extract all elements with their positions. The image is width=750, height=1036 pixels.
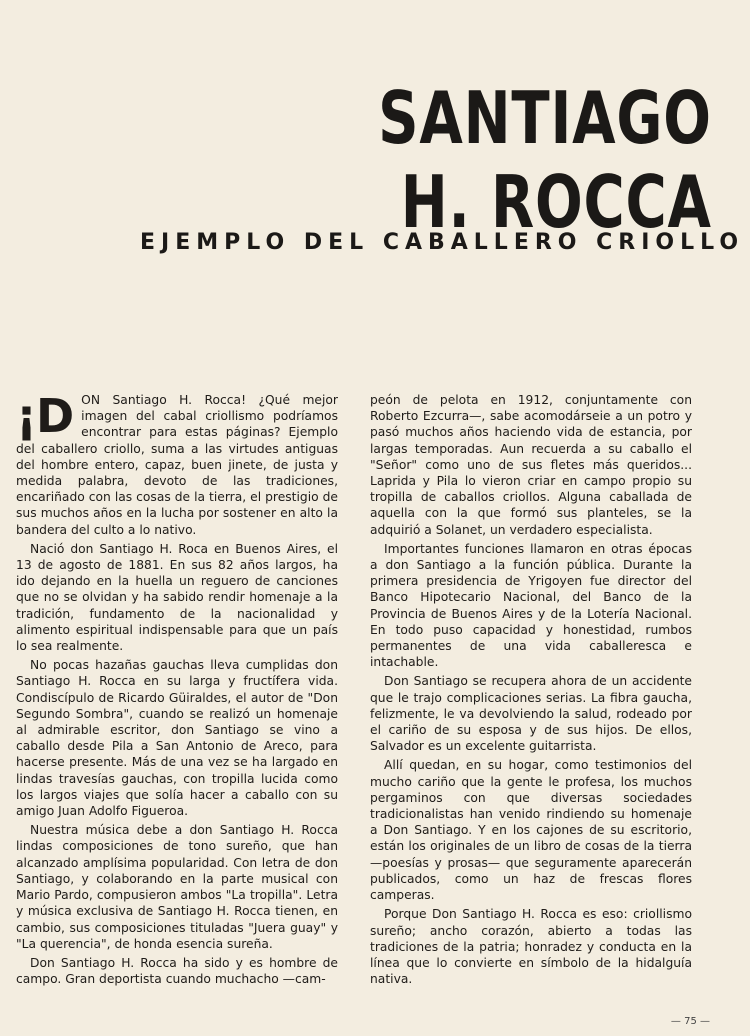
paragraph: Don Santiago H. Rocca ha sido y es hombre de campo. Gran deportista cuando muchacho —cam- bbox=[16, 955, 338, 987]
paragraph: Nació don Santiago H. Roca en Buenos Aires, el 13 de agosto de 1881. En sus 82 años largos, ha ido dejando en la huella un reguero de canciones que no se olvidan y ha sabido rendir homenaje a la tradición, fundamento de la nacionalidad y alimento espiritual indispensable para que un país lo sea realmente. bbox=[16, 541, 338, 654]
paragraph: Don Santiago se recupera ahora de un accidente que le trajo complicaciones serias. La fibra gaucha, felizmente, le va devolviendo la salud, rodeado por el cariño de su esposa y de sus hijos. De ellos, Salvador es un excelente guitarrista. bbox=[370, 674, 692, 754]
page-number: — 75 — bbox=[670, 1016, 710, 1027]
paragraph: Porque Don Santiago H. Rocca es eso: criollismo sureño; ancho corazón, abierto a todas las tradiciones de la patria; honradez y conducta en la línea que lo convierte en símbolo de la hidalguía nativa. bbox=[370, 907, 692, 987]
paragraph: No pocas hazañas gauchas lleva cumplidas don Santiago H. Rocca en su larga y fructífera vida. Condiscípulo de Ricardo Güiraldes, el autor de "Don Segundo Sombra", cuando se realizó un homenaje al admirable escritor, don Santiago se vino a caballo desde Pila a San Antonio de Areco, para hacerse presente. Más de una vez se ha largado en lindas travesías gauchas, con tropilla lucida como los largos viajes que solía hacer a caballo con su amigo Juan Adolfo Figueroa. bbox=[16, 658, 338, 819]
title-line-2: H. ROCCA bbox=[400, 160, 712, 245]
title-line-1: SANTIAGO bbox=[378, 76, 712, 161]
article-title bbox=[378, 76, 712, 244]
drop-cap: ¡D bbox=[16, 389, 74, 443]
paragraph: Importantes funciones llamaron en otras épocas a don Santiago a la función pública. Durante la primera presidencia de Yrigoyen fue director del Banco Hipotecario Nacional, del Banco de la Provincia de Buenos Aires y de la Lotería Nacional. En todo puso capacidad y honestidad, rumbos permanentes de una vida caballeresca e intachable. bbox=[370, 541, 692, 670]
paragraph: peón de pelota en 1912, conjuntamente con Roberto Ezcurra—, sabe acomodárseie a un potro y pasó muchos años haciendo vida de estancia, por largas temporadas. Aun recuerda a su caballo el "Señor" como uno de sus fletes más queridos... Laprida y Pila lo vieron criar en campo propio su tropilla de caballos criollos. Alguna caballada de aquella con la que formó sus planteles, se la adquirió a Solanet, un verdadero especialista. bbox=[370, 393, 692, 537]
right-column bbox=[370, 392, 692, 990]
paragraph: Nuestra música debe a don Santiago H. Rocca lindas composiciones de tono sureño, que han alcanzado amplísima popularidad. Con letra de don Santiago, y colaborando en la parte musical con Mario Pardo, compusieron ambos "La tropilla". Letra y música exclusiva de Santiago H. Rocca tienen, en cambio, sus composiciones tituladas "Juera guay" y "La querencia", de honda esencia sureña. bbox=[16, 823, 338, 951]
paragraph: ON Santiago H. Rocca! ¿Qué mejor imagen del cabal criollismo podríamos encontrar para estas páginas? Ejemplo del caballero criollo, suma a las virtudes antiguas del hombre entero, capaz, buen jinete, de justa y medida palabra, devoto de las tradiciones, encariñado con las cosas de la tierra, el prestigio de sus muchos años en la lucha por sostener en alto la bandera del culto a lo nativo. bbox=[16, 393, 338, 537]
left-column bbox=[16, 389, 338, 990]
paragraph: Allí quedan, en su hogar, como testimonios del mucho cariño que la gente le profesa, los muchos pergaminos con que diversas sociedades tradicionalistas han venido rindiendo su homenaje a Don Santiago. Y en los cajones de su escritorio, están los originales de un libro de cosas de la tierra —poesías y prosas— que seguramente aparecerán publicados, como un haz de frescas flores camperas. bbox=[370, 758, 692, 903]
article-subtitle: EJEMPLO DEL CABALLERO CRIOLLO bbox=[140, 230, 745, 255]
